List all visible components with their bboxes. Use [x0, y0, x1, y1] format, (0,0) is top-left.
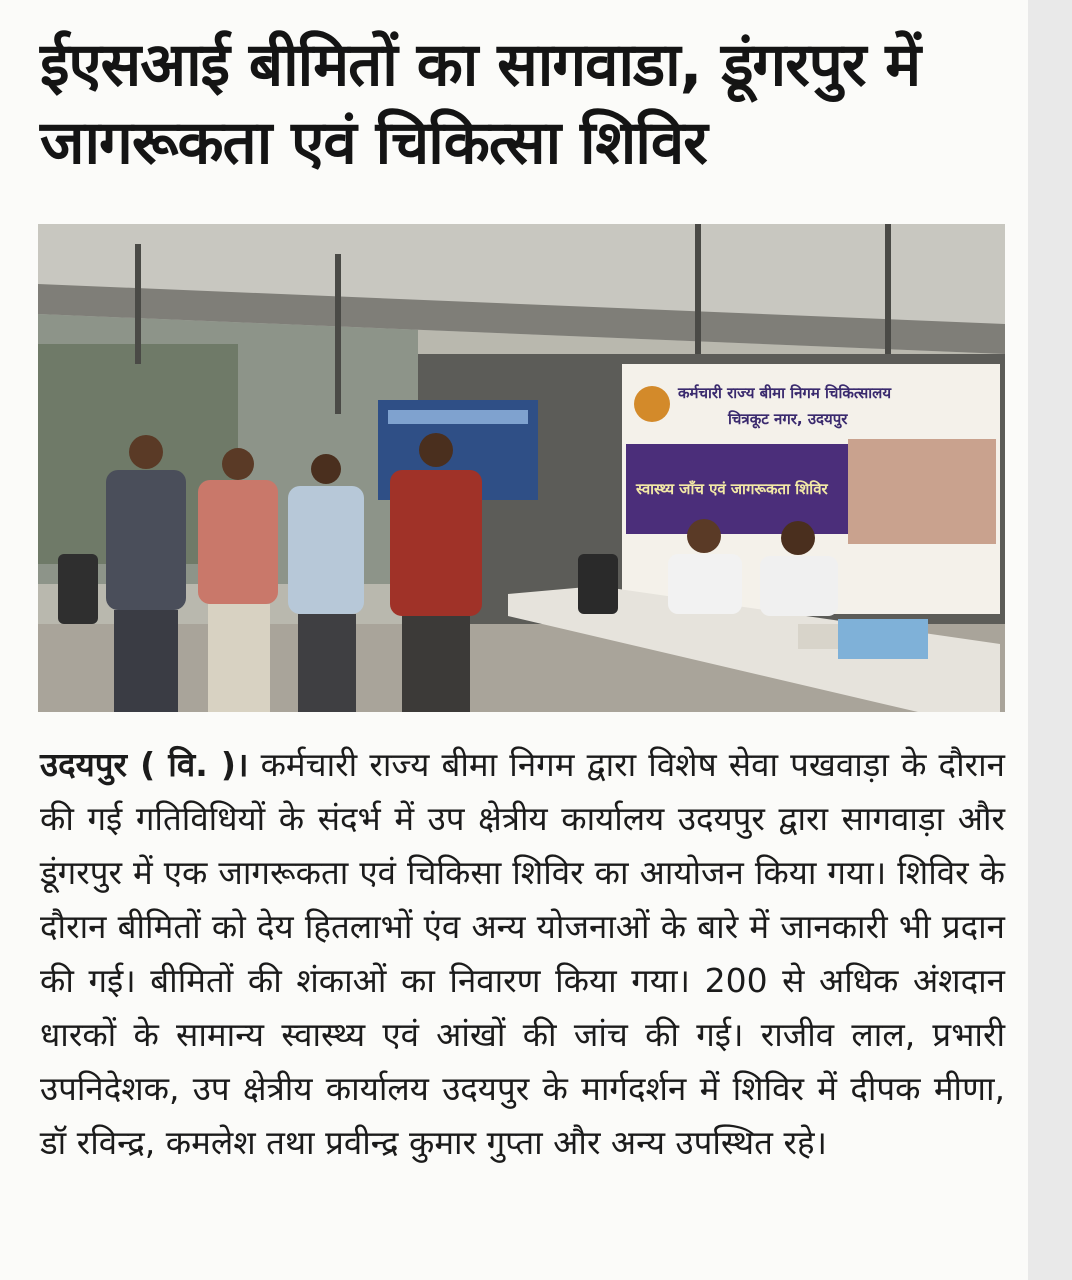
- article-text: कर्मचारी राज्य बीमा निगम द्वारा विशेष सेवा पखवाड़ा के दौरान की गई गतिविधियों के संदर्भ में उप क्षेत्रीय कार्यालय उदयपुर द्वारा सागवाड़ा और डूंगरपुर में एक जागरूकता एवं चिकिसा शिविर का आयोजन किया गया। शिविर के दौरान बीमितों को देय हितलाभों एंव अन्य योजनाओं के बारे में जानकारी भी प्रदान की गई। बीमितों की शंकाओं का निवारण किया गया। 200 से अधिक अंशदान धारकों के सामान्य स्वास्थ्य एवं आंखों की जांच की गई। राजीव लाल, प्रभारी उपनिदेशक, उप क्षेत्रीय कार्यालय उदयपुर के मार्गदर्शन में शिविर में दीपक मीणा, डॉ रविन्द्र, कमलेश तथा प्रवीन्द्र कुमार गुप्ता और अन्य उपस्थित रहे।: [40, 745, 1005, 1162]
- camp-photo: [38, 224, 1005, 712]
- headline: ईएसआई बीमितों का सागवाडा, डूंगरपुर में जागरूकता एवं चिकित्सा शिविर: [40, 30, 921, 178]
- scroll-gutter: [1028, 0, 1072, 1280]
- article-body: [40, 738, 1005, 1170]
- banner-main: स्वास्थ्य जाँच एवं जागरूकता शिविर: [636, 480, 828, 498]
- banner-subtitle: चित्रकूट नगर, उदयपुर: [728, 410, 848, 428]
- banner-title: कर्मचारी राज्य बीमा निगम चिकित्सालय: [678, 384, 892, 402]
- dateline: उदयपुर ( वि. )।: [40, 745, 249, 784]
